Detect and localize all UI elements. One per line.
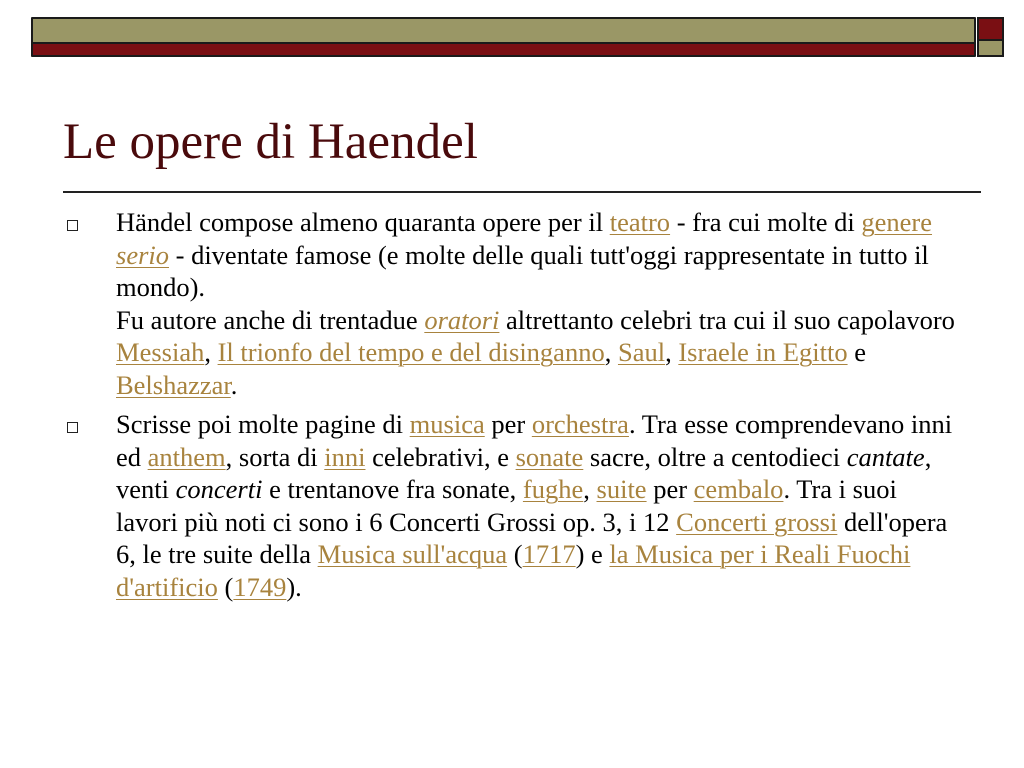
- header-decoration-bar: [31, 17, 976, 57]
- link-concerti-grossi[interactable]: Concerti grossi: [676, 506, 838, 537]
- link-1717[interactable]: 1717: [522, 539, 576, 569]
- separator: ,: [583, 474, 597, 504]
- link-israele-in-egitto[interactable]: Israele in Egitto: [678, 337, 848, 367]
- link-genere-text: genere: [861, 207, 933, 237]
- list-item: [64, 408, 964, 603]
- text-run: Scrisse poi molte pagine di: [116, 409, 410, 439]
- text-run: dell'opera 6, le tre suite della: [116, 506, 948, 569]
- link-1749[interactable]: 1749: [233, 571, 287, 602]
- text-run: e trentanove fra sonate,: [262, 474, 523, 504]
- link-teatro[interactable]: teatro: [609, 207, 671, 237]
- separator: ,: [665, 337, 679, 367]
- text-run: Händel compose almeno quaranta opere per il: [116, 207, 610, 237]
- link-saul[interactable]: Saul: [617, 337, 666, 367]
- text-run: e: [847, 337, 866, 367]
- text-run: (: [217, 571, 234, 602]
- link-suite[interactable]: suite: [596, 474, 647, 504]
- header-corner-square-top: [977, 17, 1004, 41]
- text-run: ).: [286, 571, 302, 602]
- text-run: , sorta di: [225, 441, 325, 472]
- text-run: - fra cui molte di: [670, 207, 862, 237]
- bullet-list: [64, 206, 964, 610]
- link-orchestra[interactable]: orchestra: [531, 409, 629, 439]
- link-inni[interactable]: inni: [324, 441, 366, 472]
- italic-cantate: cantate: [846, 441, 925, 472]
- text-run: (: [507, 539, 523, 569]
- link-oratori[interactable]: oratori: [424, 304, 500, 335]
- link-il-trionfo[interactable]: Il trionfo del tempo e del disinganno: [217, 337, 605, 367]
- link-fughe[interactable]: fughe: [522, 474, 584, 504]
- link-reali-fuochi[interactable]: la Musica per i Reali Fuochi d'artificio: [116, 539, 911, 602]
- title-divider: [63, 191, 981, 193]
- link-musica[interactable]: musica: [409, 409, 485, 439]
- text-run: . Tra i suoi lavori più noti ci sono i 6 Concerti Grossi op. 3, i 12: [116, 474, 897, 537]
- list-item: [64, 206, 964, 401]
- separator: ,: [204, 337, 218, 367]
- hollow-square-bullet-icon: [67, 220, 78, 231]
- link-messiah[interactable]: Messiah: [116, 337, 205, 367]
- text-run: Fu autore anche di trentadue: [116, 304, 425, 335]
- link-serio-text: serio: [116, 239, 169, 270]
- header-maroon-band: [33, 42, 974, 55]
- text-run: . Tra esse comprendevano inni ed: [116, 409, 953, 472]
- separator: ,: [604, 337, 618, 367]
- link-cembalo[interactable]: cembalo: [693, 474, 784, 504]
- italic-concerti: concerti: [175, 474, 263, 504]
- link-anthem[interactable]: anthem: [147, 441, 226, 472]
- hollow-square-bullet-icon: [67, 422, 78, 433]
- text-run: ) e: [575, 539, 610, 569]
- header-olive-band: [33, 19, 974, 42]
- link-sonate[interactable]: sonate: [515, 441, 584, 472]
- slide-title: Le opere di Haendel: [63, 114, 478, 170]
- text-run: per: [646, 474, 694, 504]
- text-run: .: [230, 369, 238, 400]
- text-run: per: [484, 409, 532, 439]
- header-corner-square-bottom: [977, 39, 1004, 57]
- text-run: , venti: [116, 441, 932, 504]
- text-run: - diventate famose (e molte delle quali tutt'oggi rappresentate in tutto il mondo).: [116, 239, 929, 302]
- text-run: sacre, oltre a centodieci: [583, 441, 847, 472]
- text-run: altrettanto celebri tra cui il suo capolavoro: [499, 304, 955, 335]
- link-musica-sull-acqua[interactable]: Musica sull'acqua: [317, 539, 508, 569]
- text-run: celebrativi, e: [365, 441, 516, 472]
- link-belshazzar[interactable]: Belshazzar: [116, 369, 231, 400]
